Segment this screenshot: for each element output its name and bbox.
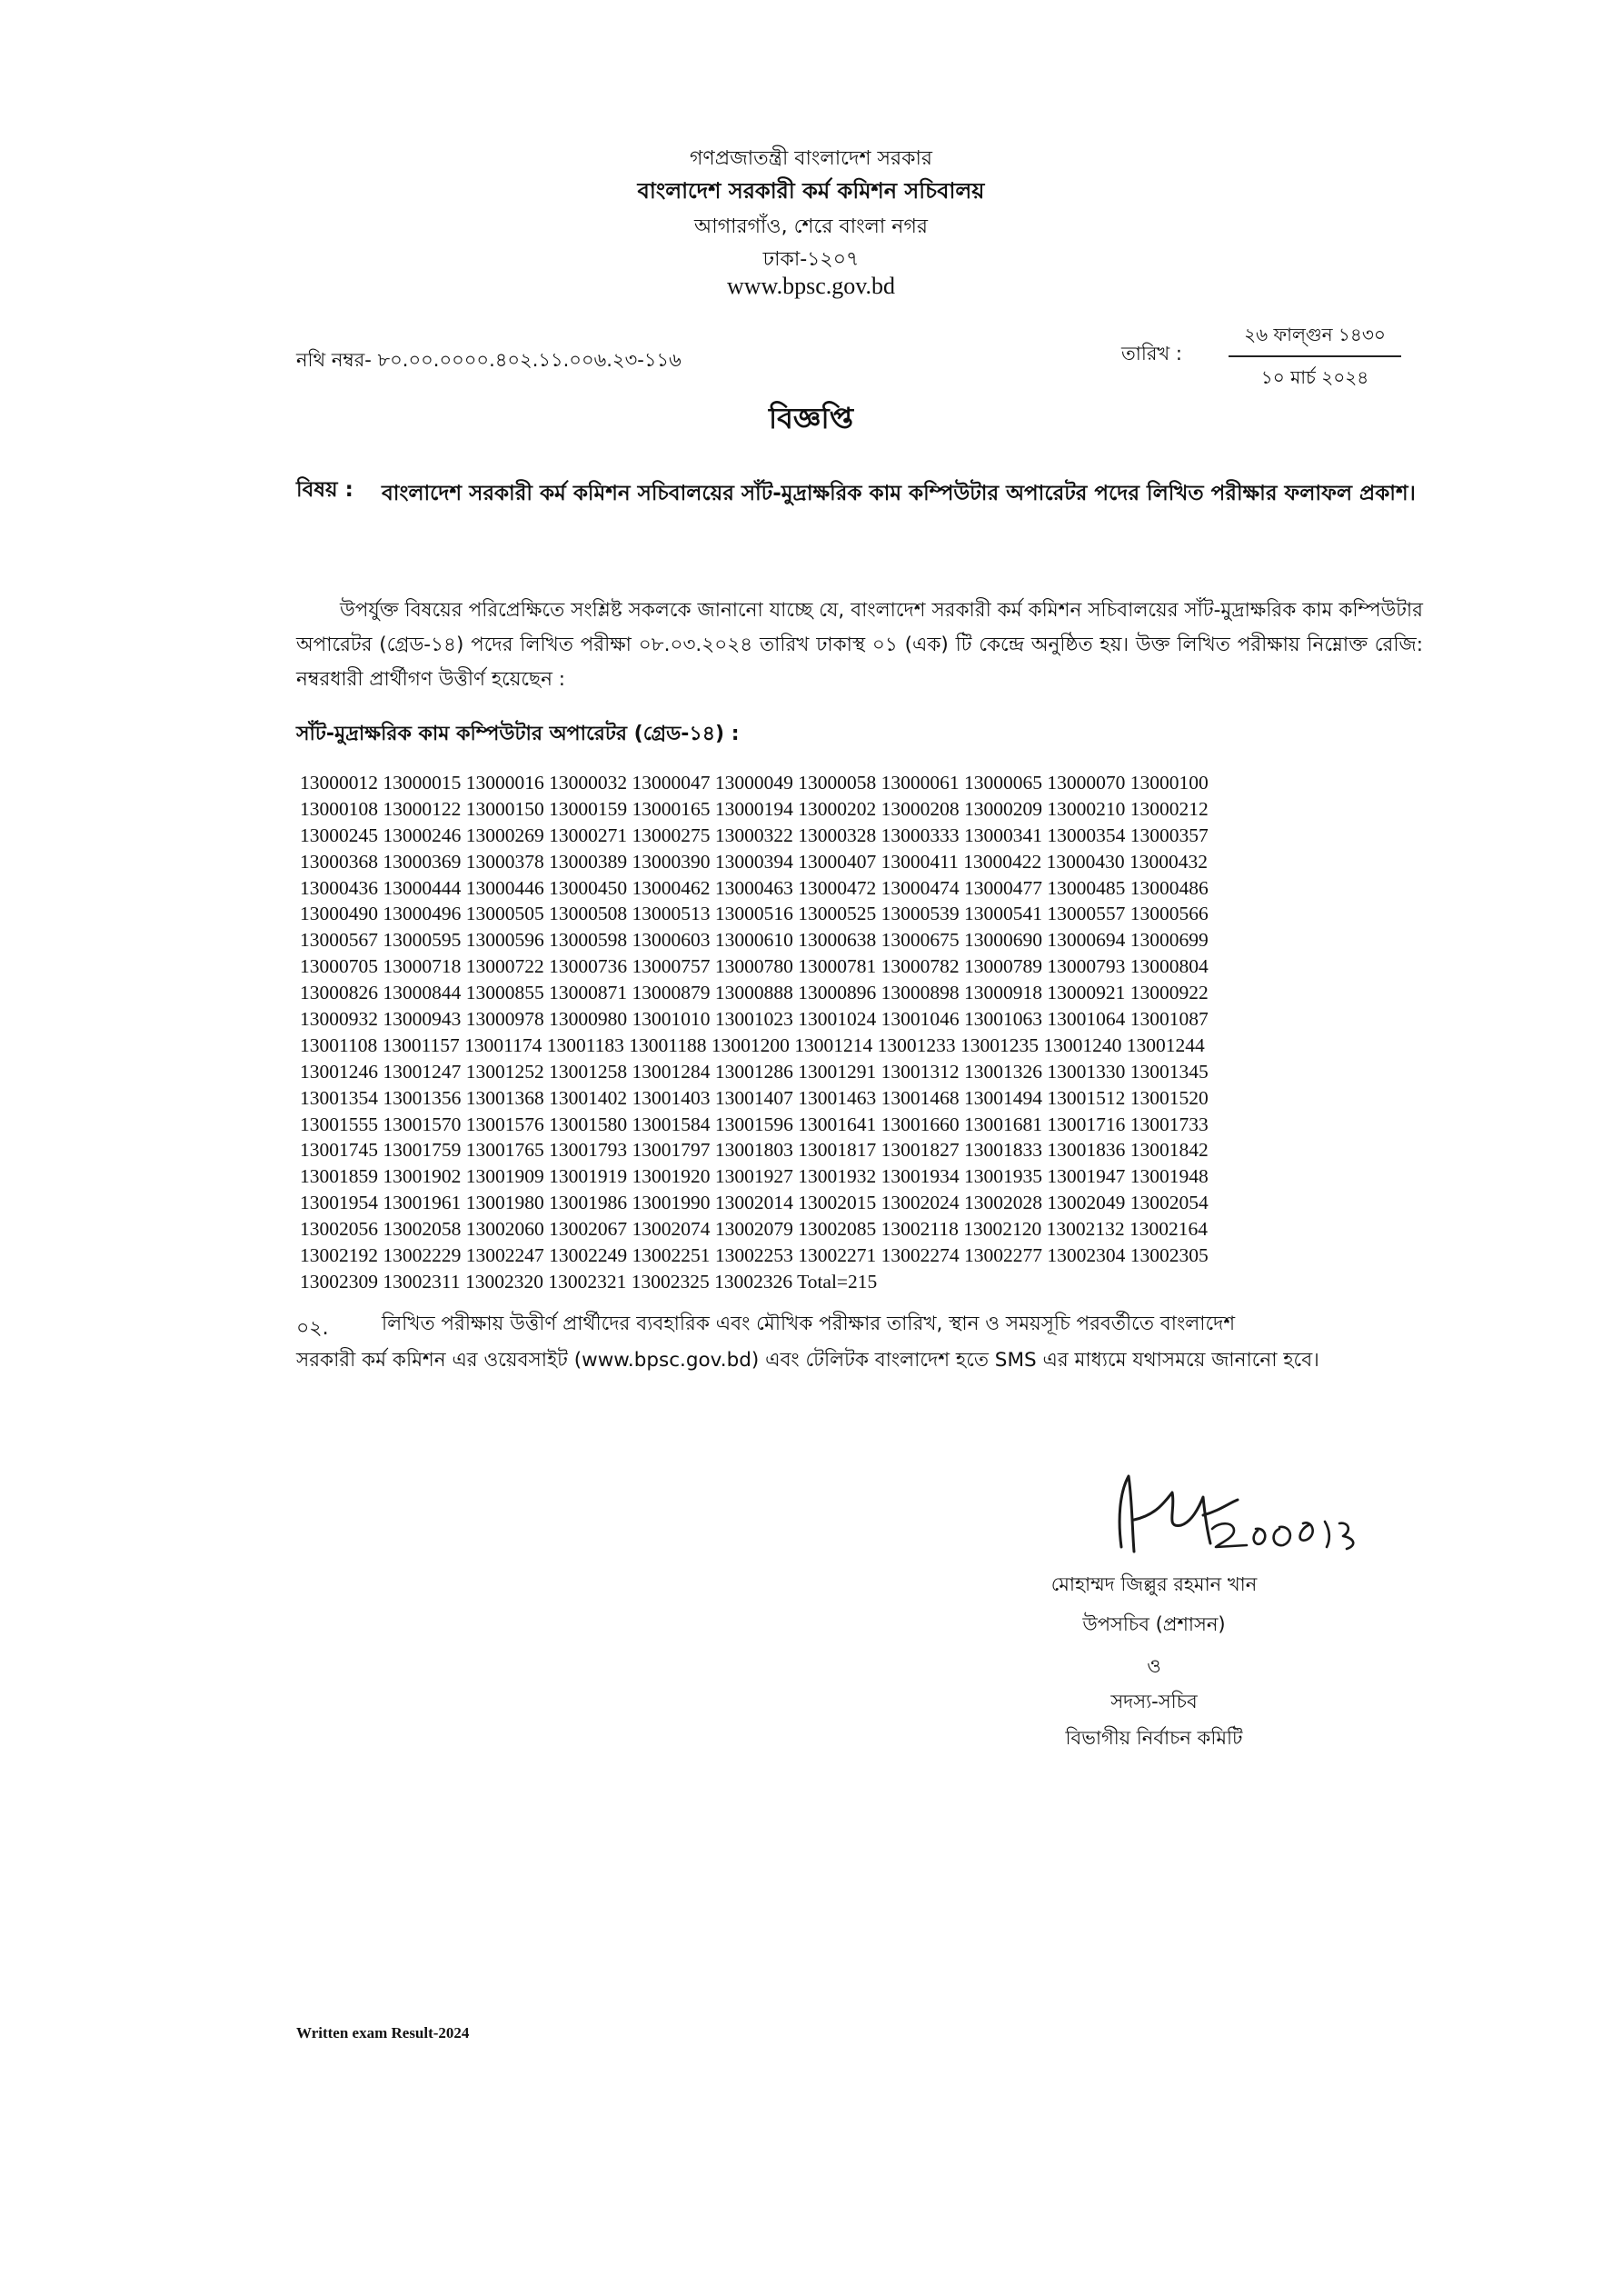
roll-line: 13001246 13001247 13001252 13001258 13001284 13001286 13001291 13001312 13001326 13001330 13001345: [300, 1060, 1209, 1083]
subject-label: বিষয় :: [296, 478, 353, 502]
paragraph2-first-line: লিখিত পরীক্ষায় উত্তীর্ণ প্রার্থীদের ব্যবহারিক এবং মৌখিক পরীক্ষার তারিখ, স্থান ও সময়সূচি পরবর্তীতে বাংলাদেশ: [382, 1313, 1236, 1335]
header-city: ঢাকা-১২০৭: [762, 248, 860, 271]
roll-line: 13000567 13000595 13000596 13000598 13000603 13000610 13000638 13000675 13000690 13000694 13000699: [300, 929, 1209, 952]
memo-number: নথি নম্বর- ৮০.০০.০০০০.৪০২.১১.০০৬.২৩-১১৬: [296, 349, 682, 371]
notice-title: বিজ্ঞপ্তি: [768, 401, 854, 435]
list-heading: সাঁট-মুদ্রাক্ষরিক কাম কম্পিউটার অপারেটর (গ্রেড-১৪) :: [296, 723, 740, 745]
signatory-conjunction: ও: [1147, 1655, 1161, 1677]
roll-line: 13000012 13000015 13000016 13000032 13000047 13000049 13000058 13000061 13000065 13000070 13000100: [300, 772, 1209, 794]
paragraph-intro: উপর্যুক্ত বিষয়ের পরিপ্রেক্ষিতে সংশ্লিষ্ট সকলকে জানানো যাচ্ছে যে, বাংলাদেশ সরকারী কর্ম কমিশন সচিবালয়ের সাঁট-মুদ্রাক্ষরিক কাম কম্পিউটার অপারেটর (গ্রেড-১৪) পদের লিখিত পরীক্ষা ০৮.০৩.২০২৪ তারিখ ঢাকাস্থ ০১ (এক) টি কেন্দ্রে অনুষ্ঠিত হয়। উক্ত লিখিত পরীক্ষায় নিম্নোক্ত রেজি: নম্বরধারী প্রার্থীগণ উত্তীর্ণ হয়েছেন :: [296, 599, 1423, 691]
roll-line: 13000490 13000496 13000505 13000508 13000513 13000516 13000525 13000539 13000541 13000557 13000566: [300, 903, 1209, 925]
signatory-name: মোহাম্মদ জিল্লুর রহমান খান: [1050, 1573, 1258, 1595]
roll-line: 13000826 13000844 13000855 13000871 13000879 13000888 13000896 13000898 13000918 13000921 13000922: [300, 982, 1209, 1004]
roll-line: 13002192 13002229 13002247 13002249 13002251 13002253 13002271 13002274 13002277 13002304 13002305: [300, 1244, 1209, 1267]
date-bangla: ২৬ ফাল্গুন ১৪৩০: [1229, 322, 1401, 357]
roll-line: 13000368 13000369 13000378 13000389 13000390 13000394 13000407 13000411 13000422 13000430 13000432: [300, 850, 1208, 873]
roll-line: 13001954 13001961 13001980 13001986 13001990 13002014 13002015 13002024 13002028 13002049 13002054: [300, 1192, 1209, 1214]
header-website: www.bpsc.gov.bd: [726, 273, 896, 299]
roll-line: 13000932 13000943 13000978 13000980 13001010 13001023 13001024 13001046 13001063 13001064 13001087: [300, 1008, 1209, 1031]
roll-line: 13002309 13002311 13002320 13002321 13002325 13002326 Total=215: [300, 1270, 878, 1293]
roll-number-list: [300, 770, 1445, 1295]
roll-line: 13001745 13001759 13001765 13001793 13001797 13001803 13001817 13001827 13001833 13001836 13001842: [300, 1139, 1209, 1162]
roll-line: 13001354 13001356 13001368 13001402 13001403 13001407 13001463 13001468 13001494 13001512 13001520: [300, 1086, 1209, 1109]
roll-line: 13000436 13000444 13000446 13000450 13000462 13000463 13000472 13000474 13000477 13000485 13000486: [300, 876, 1209, 899]
signatory-role: সদস্য-সচিব: [1110, 1691, 1198, 1712]
signatory-designation: উপসচিব (প্রশাসন): [1082, 1613, 1226, 1635]
roll-line: 13000245 13000246 13000269 13000271 13000275 13000322 13000328 13000333 13000341 13000354 13000357: [300, 824, 1209, 846]
date-label: তারিখ :: [1121, 343, 1182, 364]
signatory-committee: বিভাগীয় নির্বাচন কমিটি: [1065, 1727, 1243, 1749]
header-commission: বাংলাদেশ সরকারী কর্ম কমিশন সচিবালয়: [637, 178, 985, 204]
date-gregorian: ১০ মার্চ ২০২৪: [1260, 366, 1369, 388]
handwritten-signature: [1101, 1465, 1401, 1574]
paragraph2-number: ০২.: [296, 1317, 329, 1340]
date-block: [1229, 322, 1401, 394]
header-government: গণপ্রজাতন্ত্রী বাংলাদেশ সরকার: [689, 147, 933, 170]
roll-line: 13002056 13002058 13002060 13002067 13002074 13002079 13002085 13002118 13002120 13002132 13002164: [300, 1218, 1208, 1241]
roll-line: 13001108 13001157 13001174 13001183 13001188 13001200 13001214 13001233 13001235 13001240 13001244: [300, 1033, 1205, 1056]
roll-line: 13000108 13000122 13000150 13000159 13000165 13000194 13000202 13000208 13000209 13000210 13000212: [300, 797, 1209, 820]
header-address: আগারগাঁও, শেরে বাংলা নগর: [694, 215, 928, 238]
roll-line: 13001555 13001570 13001576 13001580 13001584 13001596 13001641 13001660 13001681 13001716 13001733: [300, 1113, 1209, 1135]
roll-line: 13000705 13000718 13000722 13000736 13000757 13000780 13000781 13000782 13000789 13000793 13000804: [300, 955, 1209, 978]
paragraph2-rest: সরকারী কর্ম কমিশন এর ওয়েবসাইট (www.bpsc.gov.bd) এবং টেলিটক বাংলাদেশ হতে SMS এর মাধ্যমে যথাসময়ে জানানো হবে।: [296, 1349, 1319, 1372]
roll-line: 13001859 13001902 13001909 13001919 13001920 13001927 13001932 13001934 13001935 13001947 13001948: [300, 1165, 1209, 1188]
footer-label: Written exam Result-2024: [296, 2024, 470, 2041]
subject-text: বাংলাদেশ সরকারী কর্ম কমিশন সচিবালয়ের সাঁট-মুদ্রাক্ষরিক কাম কম্পিউটার অপারেটর পদের লিখিত পরীক্ষার ফলাফল প্রকাশ।: [382, 482, 1416, 505]
